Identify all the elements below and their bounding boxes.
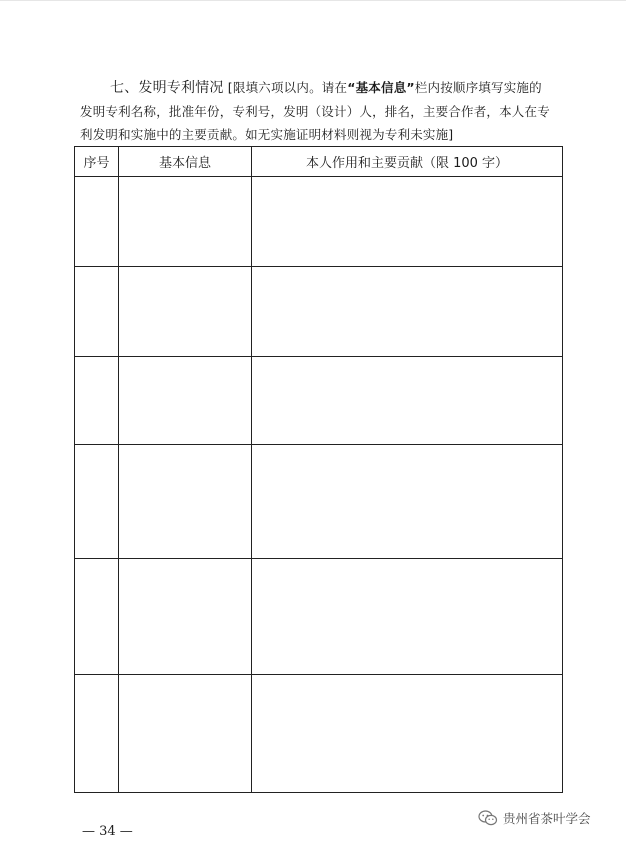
page-number: — 34 —: [82, 824, 133, 839]
table-row: [75, 559, 563, 675]
instructions-part2: 栏内按顺序填写实施的发明专利名称，批准年份，专利号，发明（设计）人，排名，主要合作者，本人在专利发明和实施中的主要贡献。如无实施证明材料则视为专利未实施]: [80, 80, 550, 142]
instructions-part1: [限填六项以内。请在: [227, 80, 348, 95]
section-intro: [80, 76, 550, 146]
row-basic-info-cell[interactable]: [119, 357, 252, 445]
watermark-text: 贵州省茶叶学会: [503, 811, 591, 826]
row-contribution-cell[interactable]: [252, 177, 563, 267]
row-index-cell[interactable]: [75, 267, 119, 357]
row-index-cell[interactable]: [75, 675, 119, 793]
row-contribution-cell[interactable]: [252, 559, 563, 675]
row-basic-info-cell[interactable]: [119, 177, 252, 267]
table-row: [75, 177, 563, 267]
row-contribution-cell[interactable]: [252, 267, 563, 357]
section-heading: 七、发明专利情况: [110, 80, 224, 96]
header-index: 序号: [75, 147, 119, 177]
instructions-bold: “基本信息”: [347, 80, 415, 95]
row-contribution-cell[interactable]: [252, 675, 563, 793]
patent-table: [74, 146, 563, 793]
header-contribution: 本人作用和主要贡献（限 100 字）: [252, 147, 563, 177]
table-header-row: [75, 147, 563, 177]
row-index-cell[interactable]: [75, 559, 119, 675]
table-row: [75, 357, 563, 445]
row-basic-info-cell[interactable]: [119, 675, 252, 793]
row-index-cell[interactable]: [75, 445, 119, 559]
table-row: [75, 445, 563, 559]
top-rule: [0, 0, 626, 1]
row-basic-info-cell[interactable]: [119, 267, 252, 357]
table-row: [75, 675, 563, 793]
row-contribution-cell[interactable]: [252, 445, 563, 559]
table-row: [75, 267, 563, 357]
row-contribution-cell[interactable]: [252, 357, 563, 445]
row-basic-info-cell[interactable]: [119, 445, 252, 559]
watermark: [478, 809, 591, 827]
row-index-cell[interactable]: [75, 177, 119, 267]
row-basic-info-cell[interactable]: [119, 559, 252, 675]
wechat-icon: [478, 810, 498, 826]
header-basic-info: 基本信息: [119, 147, 252, 177]
row-index-cell[interactable]: [75, 357, 119, 445]
